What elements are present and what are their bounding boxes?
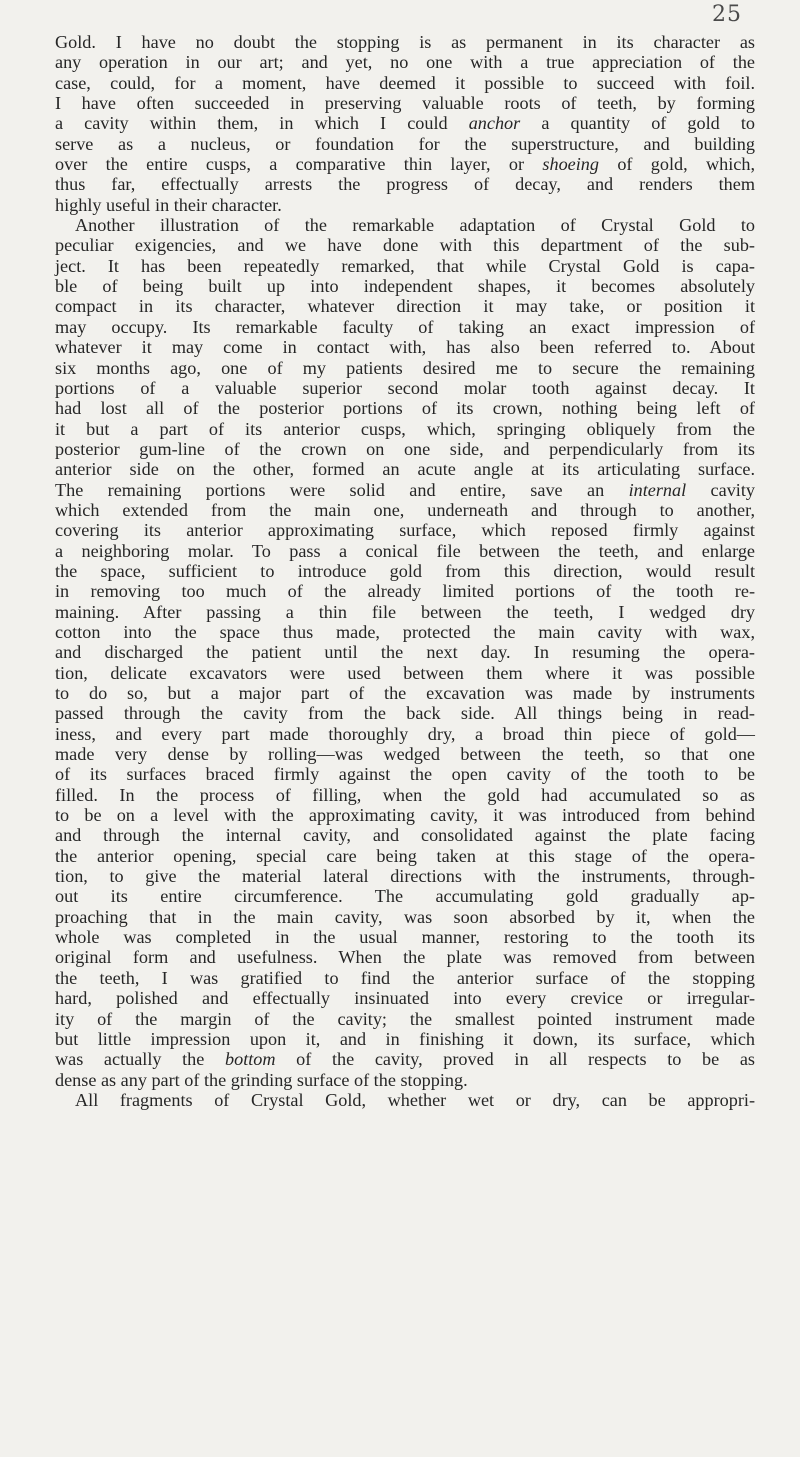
text-line: whole was completed in the usual manner, restoring to the tooth its xyxy=(55,927,755,948)
italic-word: anchor xyxy=(468,113,521,134)
text-line: Another illustration of the remarkable adaptation of Crystal Gold to xyxy=(75,215,755,236)
text-line: may occupy. Its remarkable faculty of taking an exact impression of xyxy=(55,316,755,337)
text-line: passed through the cavity from the back side. All things being in read- xyxy=(55,703,755,724)
text-line: to do so, but a major part of the excavation was made by instruments xyxy=(55,683,755,703)
text-line: ble of being built up into independent shapes, it becomes absolutely xyxy=(55,276,755,297)
text-line: tion, to give the material lateral directions with the instruments, through- xyxy=(55,866,755,887)
text-line: The remaining portions were solid and entire, save an internal cavity xyxy=(55,479,755,500)
text-line: it but a part of its anterior cusps, which, springing obliquely from the xyxy=(55,418,755,439)
text-line: case, could, for a moment, have deemed it possible to succeed with foil. xyxy=(55,72,755,93)
italic-word: shoeing xyxy=(542,154,599,175)
text-line: the space, sufficient to introduce gold from this direction, would result xyxy=(55,560,755,581)
text-line: I have often succeeded in preserving valuable roots of teeth, by forming xyxy=(55,93,755,114)
text-line: six months ago, one of my patients desired me to secure the remaining xyxy=(55,357,755,378)
text-line: filled. In the process of filling, when the gold had accumulated so as xyxy=(55,784,755,805)
text-line: out its entire circumference. The accumulating gold gradually ap- xyxy=(55,886,755,907)
text-line: had lost all of the posterior portions of its crown, nothing being left of xyxy=(55,398,755,419)
text-line: peculiar exigencies, and we have done with this department of the sub- xyxy=(55,235,755,256)
text-line: whatever it may come in contact with, has also been referred to. About xyxy=(55,337,755,358)
text-line: All fragments of Crystal Gold, whether wet or dry, can be appropri- xyxy=(75,1089,755,1110)
text-line: original form and usefulness. When the plate was removed from between xyxy=(55,947,755,968)
italic-word: bottom xyxy=(225,1049,276,1070)
text-line: thus far, effectually arrests the progress of decay, and renders them xyxy=(55,174,755,195)
text-line: over the entire cusps, a comparative thin layer, or shoeing of gold, which, xyxy=(55,154,756,175)
text-line: iness, and every part made thoroughly dry, a broad thin piece of gold— xyxy=(55,723,755,744)
text-line: serve as a nucleus, or foundation for the superstructure, and building xyxy=(55,133,755,154)
text-line: but little impression upon it, and in finishing it down, its surface, which xyxy=(55,1028,755,1049)
text-line: maining. After passing a thin file between the teeth, I wedged dry xyxy=(55,601,755,622)
text-line: tion, delicate excavators were used between them where it was possible xyxy=(55,662,755,683)
text-line: compact in its character, whatever direction it may take, or position it xyxy=(55,296,755,317)
text-line: dense as any part of the grinding surface of the stopping. xyxy=(55,1069,468,1090)
text-line: a cavity within them, in which I could anchor a quantity of gold to xyxy=(55,113,756,134)
italic-word: internal xyxy=(628,479,687,500)
text-line: the teeth, I was gratified to find the anterior surface of the stopping xyxy=(55,967,755,988)
text-line: and through the internal cavity, and consolidated against the plate facing xyxy=(55,825,755,846)
text-line: to be on a level with the approximating cavity, it was introduced from behind xyxy=(55,805,755,826)
text-line: covering its anterior approximating surface, which reposed firmly against xyxy=(55,520,755,541)
text-line: made very dense by rolling—was wedged between the teeth, so that one xyxy=(55,744,755,765)
text-line: and discharged the patient until the next day. In resuming the opera- xyxy=(55,642,755,663)
text-line: proaching that in the main cavity, was soon absorbed by it, when the xyxy=(55,906,755,927)
text-line: of its surfaces braced firmly against the open cavity of the tooth to be xyxy=(55,764,755,785)
text-line: any operation in our art; and yet, no one with a true appreciation of the xyxy=(55,52,755,73)
body-text xyxy=(55,32,755,1110)
text-line: ity of the margin of the cavity; the smallest pointed instrument made xyxy=(55,1008,755,1029)
text-line: which extended from the main one, underneath and through to another, xyxy=(55,499,755,520)
text-line: ject. It has been repeatedly remarked, that while Crystal Gold is capa- xyxy=(55,255,755,276)
page-number: 25 xyxy=(712,2,742,27)
text-line: posterior gum-line of the crown on one side, and perpendicularly from its xyxy=(55,438,755,459)
text-line: in removing too much of the already limited portions of the tooth re- xyxy=(55,581,755,602)
text-line: portions of a valuable superior second molar tooth against decay. It xyxy=(55,377,755,398)
text-line: a neighboring molar. To pass a conical file between the teeth, and enlarge xyxy=(55,540,755,561)
text-line: was actually the bottom of the cavity, proved in all respects to be as xyxy=(55,1049,755,1070)
text-line: highly useful in their character. xyxy=(55,194,282,215)
text-line: hard, polished and effectually insinuated into every crevice or irregular- xyxy=(55,988,755,1009)
text-line: Gold. I have no doubt the stopping is as permanent in its character as xyxy=(55,32,755,52)
text-line: cotton into the space thus made, protected the main cavity with wax, xyxy=(55,621,755,642)
text-line: anterior side on the other, formed an acute angle at its articulating surface. xyxy=(55,459,755,480)
text-line: the anterior opening, special care being taken at this stage of the opera- xyxy=(55,845,755,866)
